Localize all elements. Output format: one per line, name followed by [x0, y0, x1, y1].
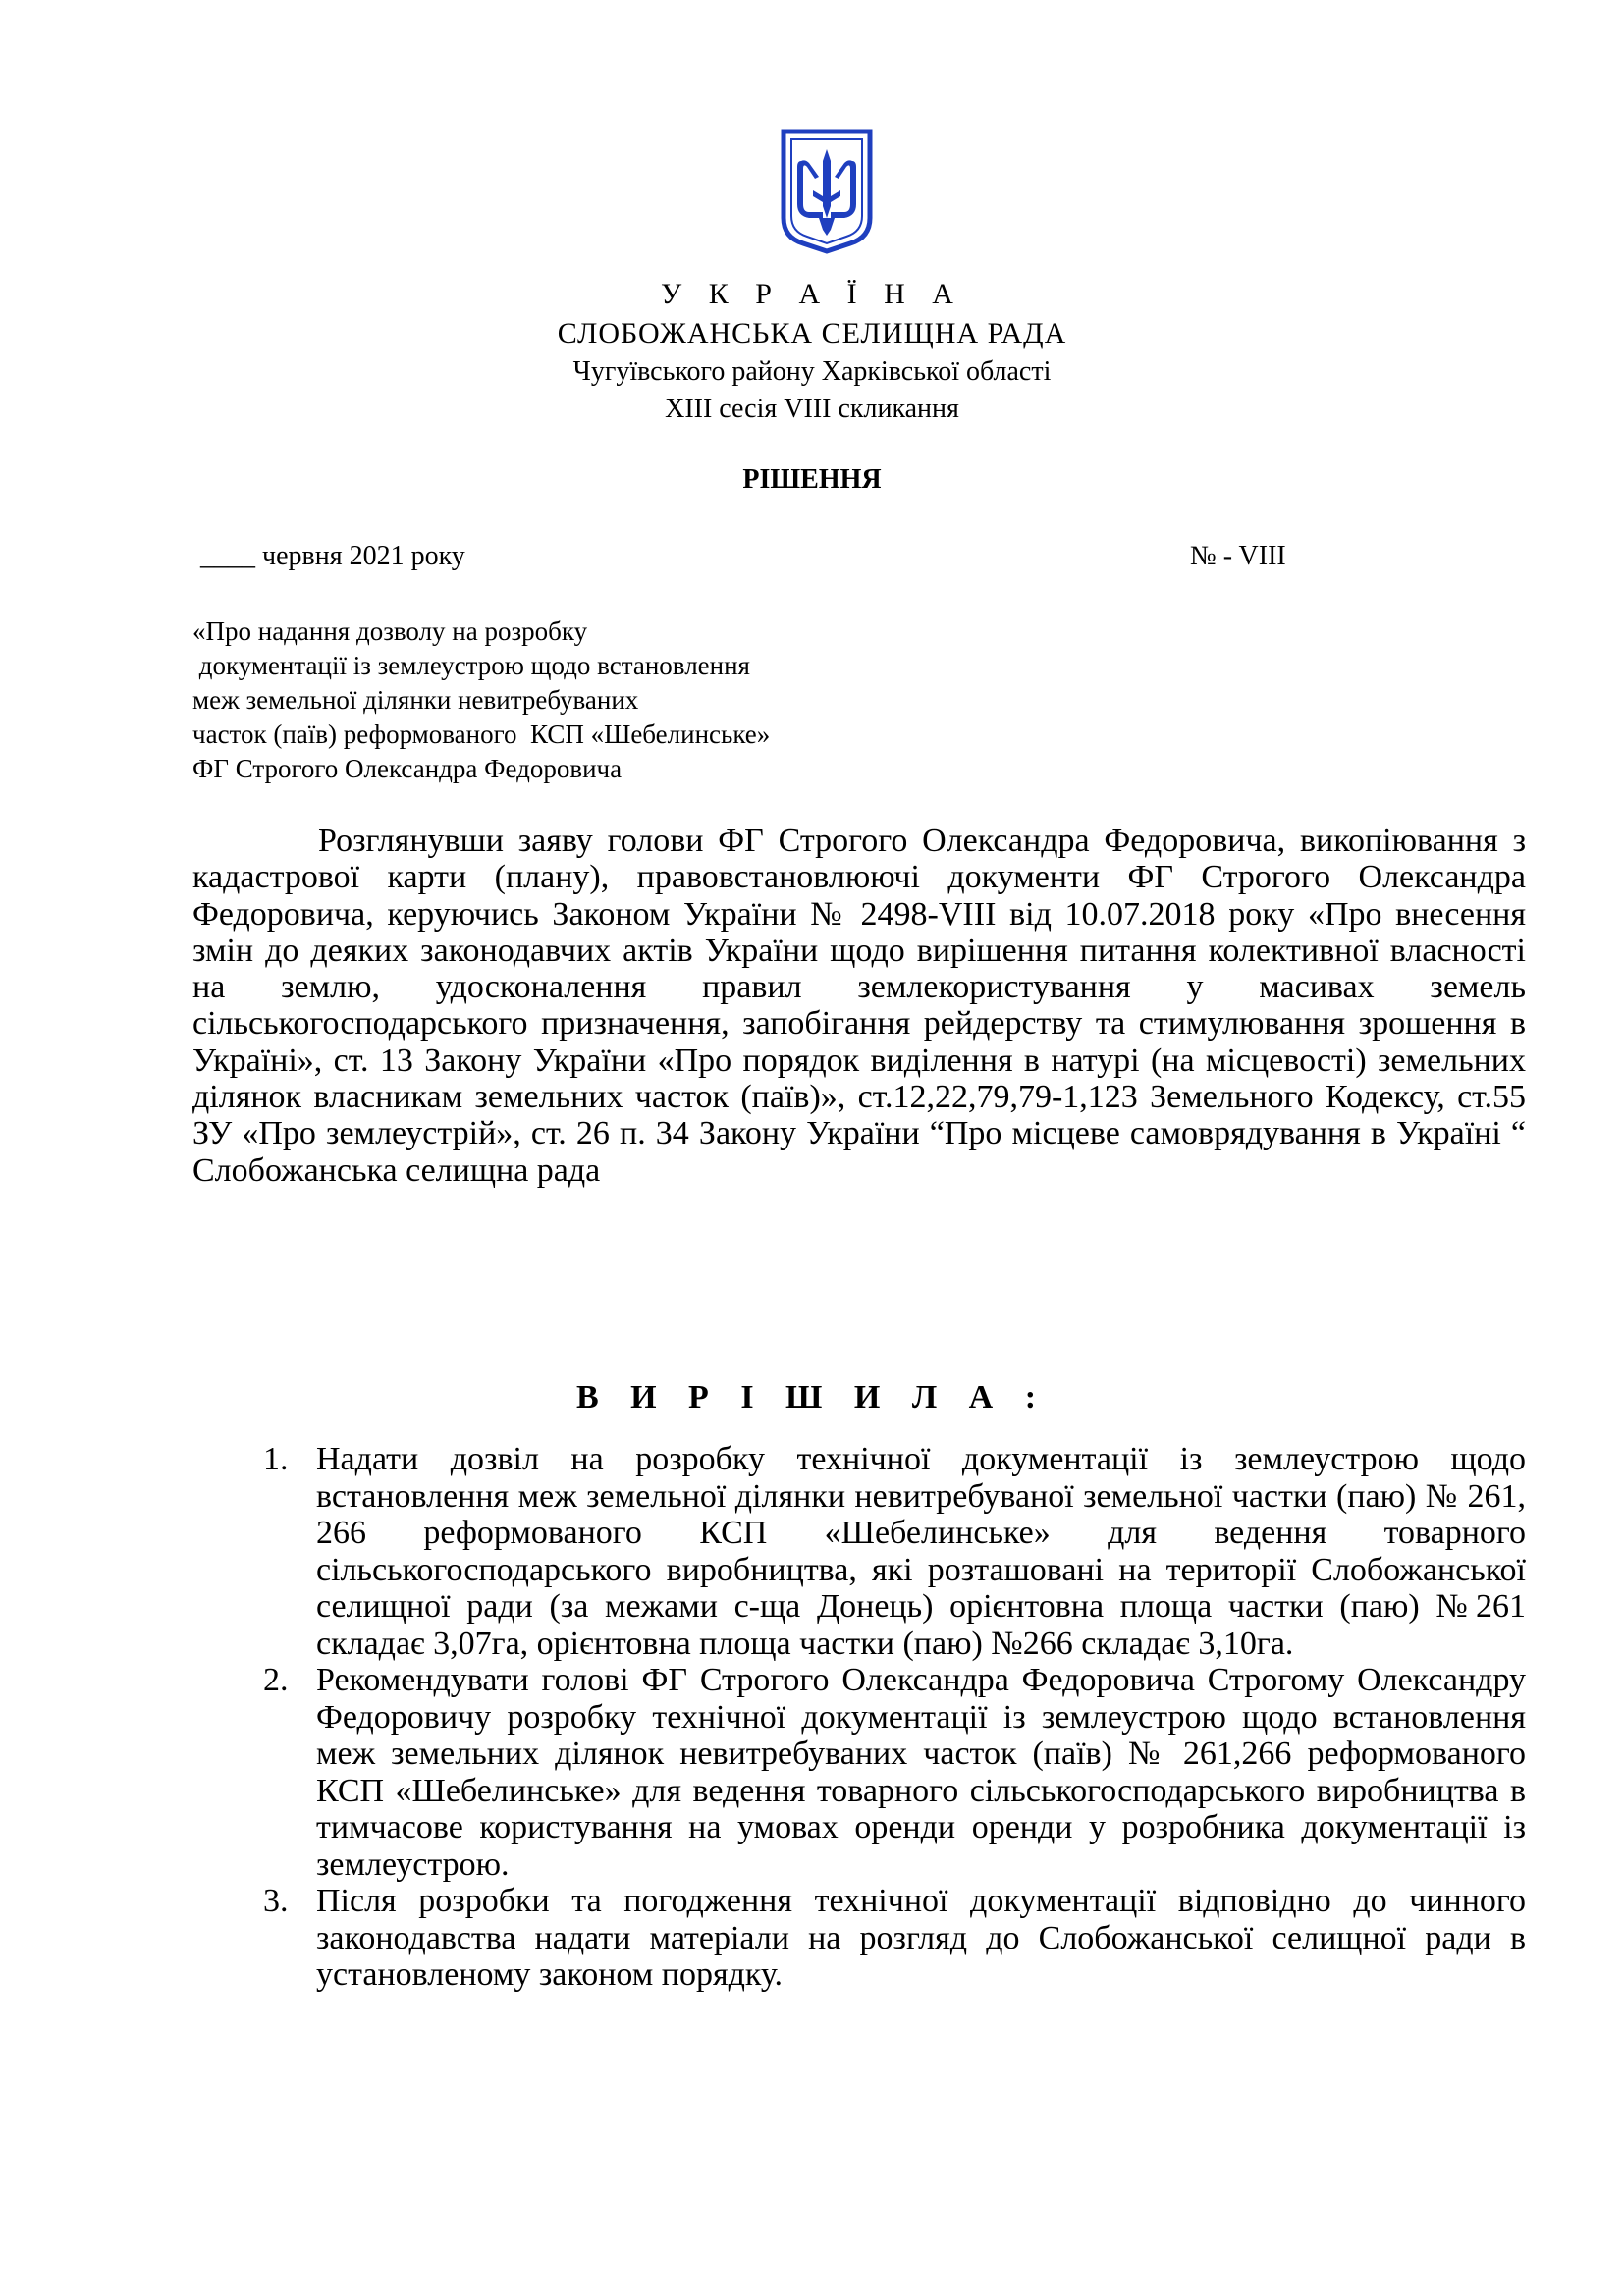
resolution-item: [259, 1441, 1526, 1662]
item-number: 2.: [263, 1662, 289, 1698]
resolution-item: [259, 1883, 1526, 1994]
subject-line: документації із землеустрою щодо встановлення: [192, 651, 750, 680]
subject-line: меж земельної ділянки невитребуваних: [192, 685, 639, 715]
coat-of-arms-icon: [780, 128, 874, 255]
council-name: СЛОБОЖАНСЬКА СЕЛИЩНА РАДА: [557, 317, 1067, 349]
resolution-item: [259, 1662, 1526, 1883]
decision-date: ____ червня 2021 року: [200, 541, 465, 571]
item-text: Рекомендувати голові ФГ Строгого Олександра Федоровича Строгому Олександру Федоровичу розробку технічної документації із землеустрою щодо встановлення меж земельних ділянок невитребуваних часток (паїв) № 261,266 реформованого КСП «Шебелинське» для ведення товарного сільськогосподарського виробництва в тимчасове користування на умовах оренди оренди у розробника документації із землеустрою.: [316, 1662, 1526, 1883]
decision-number: № - VIII: [1190, 541, 1286, 571]
document-type-heading: РІШЕННЯ: [742, 464, 882, 495]
district-line: Чугуївського району Харківської області: [572, 356, 1052, 387]
subject-line: часток (паїв) реформованого КСП «Шебелинське»: [192, 720, 771, 749]
country-heading: У К Р А Ї Н А: [661, 278, 963, 310]
subject-line: «Про надання дозволу на розробку: [192, 616, 588, 646]
resolution-items: [259, 1441, 1526, 1994]
subject-line: ФГ Строгого Олександра Федоровича: [192, 754, 623, 783]
item-number: 3.: [263, 1883, 289, 1919]
item-text: Надати дозвіл на розробку технічної документації із землеустрою щодо встановлення меж земельної ділянки невитребуваної земельної частки (паю) № 261, 266 реформованого КСП «Шебелинське» для ведення товарного сільськогосподарського виробництва, які розташовані на території Слобожанської селищної ради (за межами с-ща Донець) орієнтовна площа частки (паю) №261 складає 3,07га, орієнтовна площа частки (паю) №266 складає 3,10га.: [316, 1441, 1526, 1662]
session-line: ХIII сесія VIII скликання: [665, 394, 959, 424]
item-number: 1.: [263, 1441, 289, 1477]
preamble-paragraph: Розглянувши заяву голови ФГ Строгого Олександра Федоровича, викопіювання з кадастрової карти (плану), правовстановлюючі документи ФГ Строгого Олександра Федоровича, керуючись Законом України № 2498-VIII від 10.07.2018 року «Про внесення змін до деяких законодавчих актів України щодо вирішення питання колективної власності на землю, удосконалення правил землекористування у масивах земель сільськогосподарського призначення, запобігання рейдерству та стимулювання зрошення в Україні», ст. 13 Закону України «Про порядок виділення в натурі (на місцевості) земельних ділянок власникам земельних часток (паїв)», ст.12,22,79,79-1,123 Земельного Кодексу, ст.55 ЗУ «Про землеустрій», ст. 26 п. 34 Закону України “Про місцеве самоврядування в Україні “ Слобожанська селищна рада: [192, 823, 1526, 1189]
item-text: Після розробки та погодження технічної документації відповідно до чинного законодавства надати матеріали на розгляд до Слобожанської селищної ради в установленому законом порядку.: [316, 1883, 1526, 1993]
decision-subject: [192, 614, 939, 786]
resolved-heading: В И Р І Ш И Л А :: [575, 1379, 1049, 1415]
